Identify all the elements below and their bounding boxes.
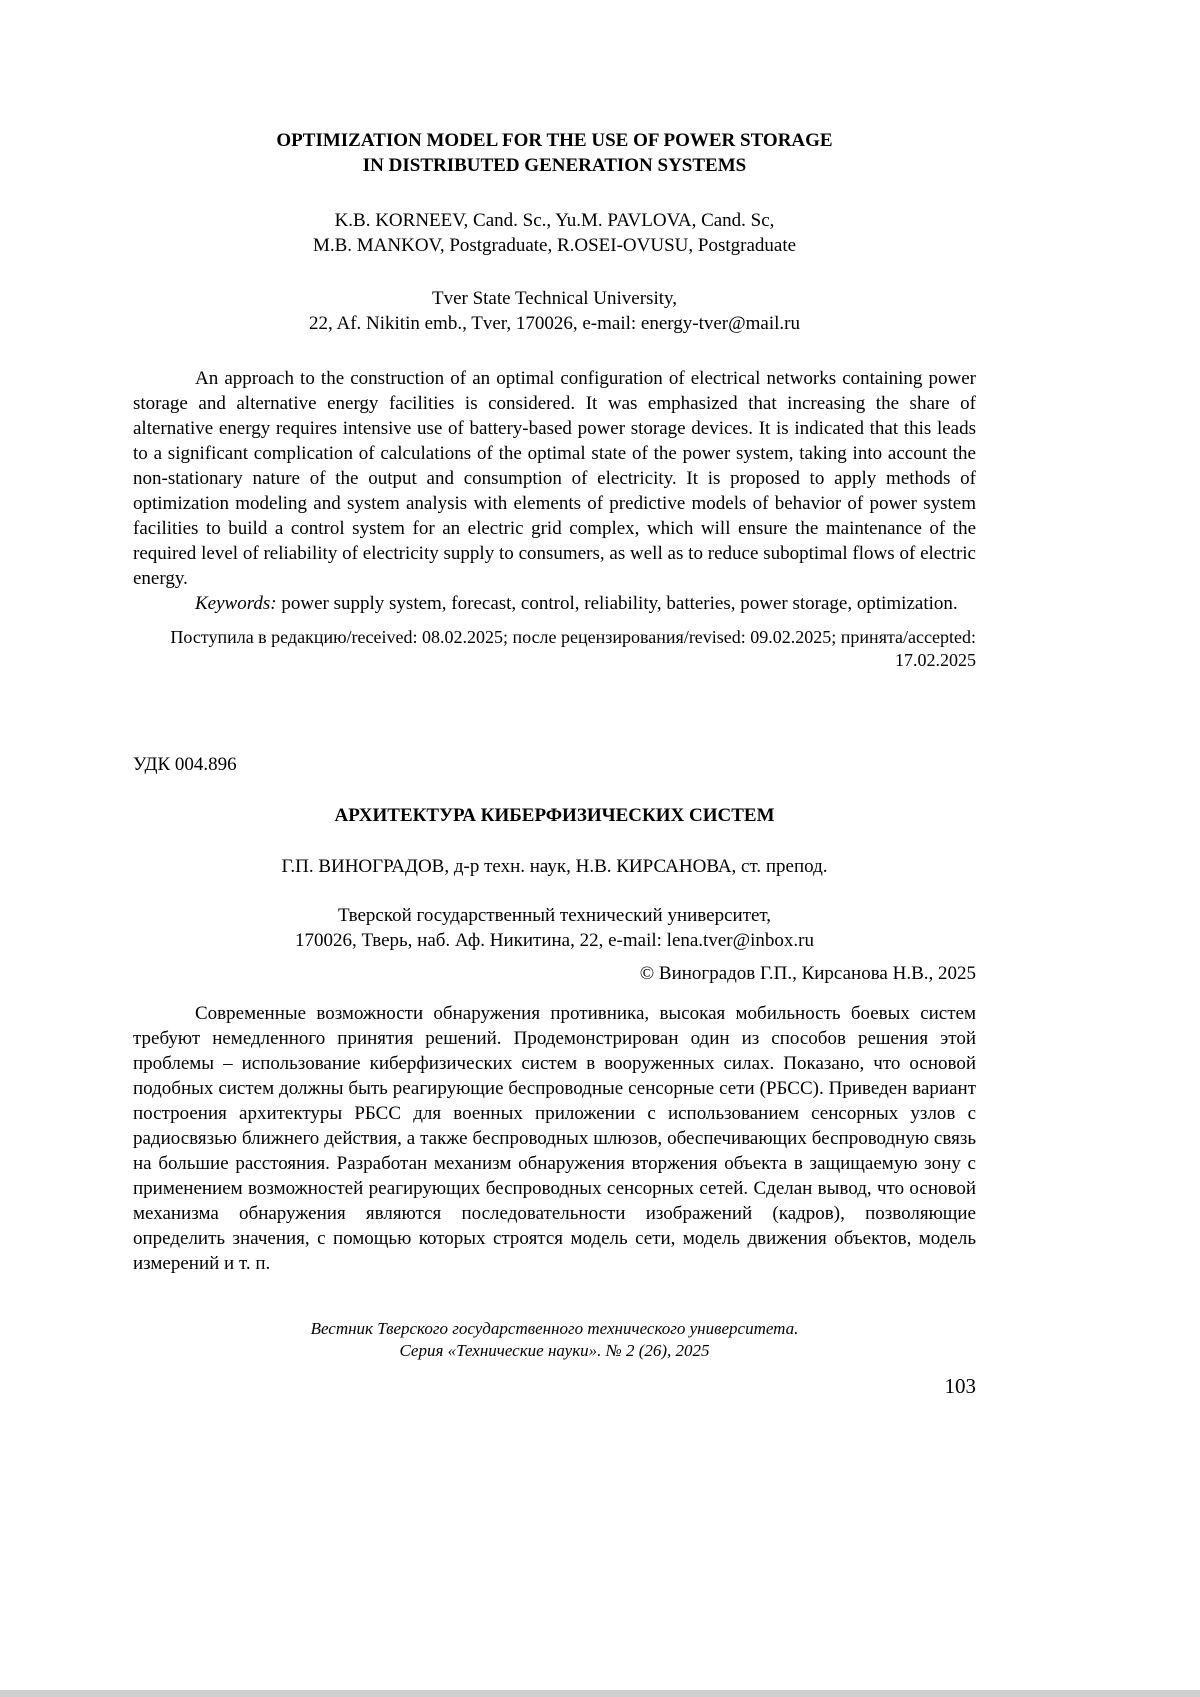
article-en-authors	[133, 208, 976, 258]
received-revised-accepted: Поступила в редакцию/received: 08.02.2025; после рецензирования/revised: 09.02.2025; принята/accepted: 17.02.2025	[170, 627, 976, 670]
page-number: 103	[944, 1374, 976, 1398]
article-ru-abstract: Современные возможности обнаружения противника, высокая мобильность боевых систем требуют немедленного принятия решений. Продемонстрирован один из способов решения этой проблемы – использование киберфизических систем в вооруженных силах. Показано, что основой подобных систем должны быть реагирующие беспроводные сенсорные сети (РБСС). Приведен вариант построения архитектуры РБСС для военных приложении с использованием сенсорных узлов с радиосвязью ближнего действия, а также беспроводных шлюзов, обеспечивающих беспроводную связь на большие расстояния. Разработан механизм обнаружения вторжения объекта в защищаемую зону с применением возможностей реагирующих беспроводных сенсорных сетей. Сделан вывод, что основой механизма обнаружения являются последовательности изображений (кадров), позволяющие определить значения, с помощью которых строятся модель сети, модель движения объектов, модель измерений и т. п.	[133, 1003, 976, 1274]
article-ru-affiliation-line1: Тверской государственный технический университет,	[337, 905, 772, 926]
article-ru-authors: Г.П. ВИНОГРАДОВ, д-р техн. наук, Н.В. КИРСАНОВА, ст. препод.	[281, 856, 828, 877]
article-en-keywords	[133, 591, 976, 616]
page-bottom-edge	[0, 1690, 1200, 1697]
article-en-abstract: An approach to the construction of an optimal configuration of electrical networks containing power storage and alternative energy facilities is considered. It was emphasized that increasing the share of alternative energy requires intensive use of battery-based power storage devices. It is indicated that this leads to a significant complication of calculations of the optimal state of the power system, taking into account the non-stationary nature of the output and consumption of electricity. It is proposed to apply methods of optimization modeling and system analysis with elements of predictive models of behavior of power system facilities to build a control system for an electric grid complex, which will ensure the maintenance of the required level of reliability of electricity supply to consumers, as well as to reduce suboptimal flows of electric energy.	[133, 368, 976, 589]
keywords-text: power supply system, forecast, control, reliability, batteries, power storage, optimization.	[276, 593, 958, 614]
copyright-line: © Виноградов Г.П., Кирсанова Н.В., 2025	[639, 963, 976, 984]
article-en-authors-line1: K.B. KORNEEV, Cand. Sc., Yu.M. PAVLOVA, Cand. Sc,	[334, 210, 775, 231]
article-ru-affiliation-line2: 170026, Тверь, наб. Аф. Никитина, 22, e-mail: lena.tver@inbox.ru	[295, 930, 814, 951]
keywords-label: Keywords:	[195, 593, 277, 614]
article-en-title	[133, 128, 976, 178]
article-en-affiliation	[133, 286, 976, 336]
article-en-title-line2: IN DISTRIBUTED GENERATION SYSTEMS	[362, 155, 747, 176]
article-en-title-line1: OPTIMIZATION MODEL FOR THE USE OF POWER STORAGE	[276, 130, 833, 151]
article-en-authors-line2: M.B. MANKOV, Postgraduate, R.OSEI-OVUSU, Postgraduate	[312, 235, 797, 256]
article-ru-title: АРХИТЕКТУРА КИБЕРФИЗИЧЕСКИХ СИСТЕМ	[334, 805, 775, 826]
journal-footer-line2: Серия «Технические науки». № 2 (26), 2025	[399, 1341, 710, 1360]
page-content	[133, 0, 976, 1399]
article-en-affiliation-line1: Tver State Technical University,	[431, 288, 678, 309]
article-en-affiliation-line2: 22, Af. Nikitin emb., Tver, 170026, e-mail: energy-tver@mail.ru	[309, 313, 800, 334]
journal-footer-line1: Вестник Тверского государственного технического университета.	[310, 1319, 799, 1338]
udc-code: УДК 004.896	[133, 754, 237, 775]
article-ru-affiliation	[133, 903, 976, 953]
journal-footer	[133, 1318, 976, 1362]
